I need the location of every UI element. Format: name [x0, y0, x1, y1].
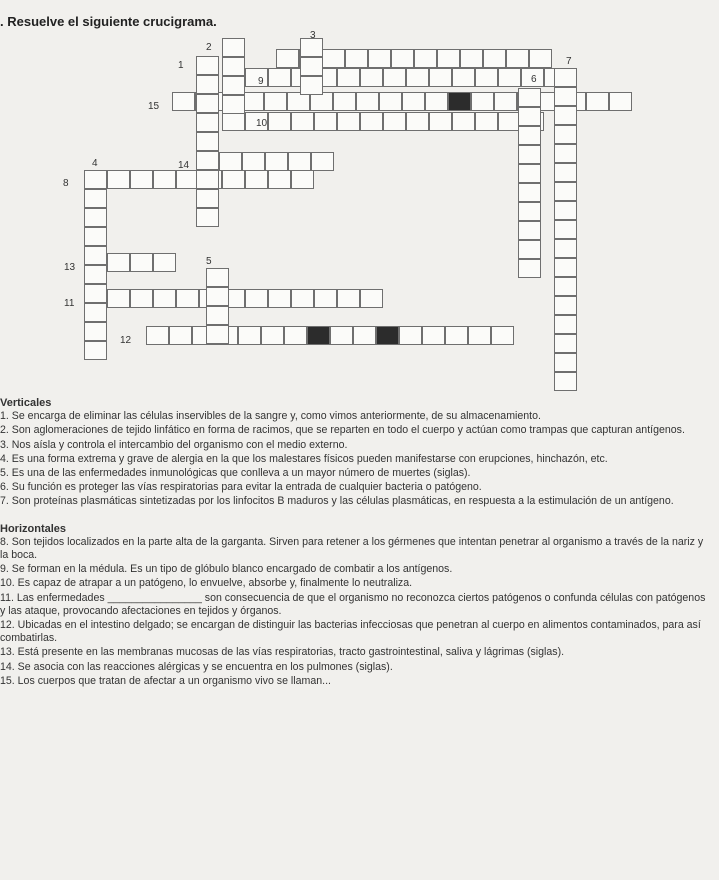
crossword-cell[interactable]: [107, 170, 130, 189]
clue-number: 7: [566, 56, 572, 67]
crossword-cell[interactable]: [518, 221, 541, 240]
clue-item: 3. Nos aísla y controla el intercambio del organismo con el medio externo.: [0, 438, 348, 451]
crossword-cell[interactable]: [322, 49, 345, 68]
crossword-cell[interactable]: [445, 326, 468, 345]
clue-item: 5. Es una de las enfermedades inmunológicas que conlleva a un mayor número de muertes (siglas).: [0, 467, 471, 480]
crossword-cell[interactable]: [353, 326, 376, 345]
crossword-cell[interactable]: [196, 151, 219, 170]
crossword-cell[interactable]: [518, 183, 541, 202]
crossword-cell[interactable]: [494, 92, 517, 111]
crossword-cell[interactable]: [84, 189, 107, 208]
clue-number: 3: [310, 30, 316, 41]
crossword-cell[interactable]: [276, 49, 299, 68]
crossword-cell[interactable]: [261, 326, 284, 345]
crossword-cell[interactable]: [518, 126, 541, 145]
clue-item: 7. Son proteínas plasmáticas sintetizadas por los linfocitos B maduros y las células plasmáticas, en respuesta a la estimulación de un antígeno.: [0, 495, 674, 508]
crossword-cell[interactable]: [130, 289, 153, 308]
clue-number: 9: [258, 76, 264, 87]
crossword-cell[interactable]: [554, 277, 577, 296]
crossword-cell[interactable]: [360, 68, 383, 87]
crossword-cell[interactable]: [554, 106, 577, 125]
crossword-cell[interactable]: [107, 253, 130, 272]
crossword-cell[interactable]: [498, 68, 521, 87]
crossword-cell[interactable]: [360, 112, 383, 131]
crossword-cell[interactable]: [406, 112, 429, 131]
crossword-cell[interactable]: [196, 75, 219, 94]
crossword-cell[interactable]: [196, 208, 219, 227]
crossword-cell[interactable]: [337, 112, 360, 131]
clue-item: 14. Se asocia con las reacciones alérgicas y se encuentra en los pulmones (siglas).: [0, 660, 393, 673]
crossword-cell[interactable]: [554, 315, 577, 334]
crossword-cell[interactable]: [399, 326, 422, 345]
crossword-black-cell: [376, 326, 399, 345]
crossword-cell[interactable]: [368, 49, 391, 68]
crossword-cell[interactable]: [554, 296, 577, 315]
crossword-cell[interactable]: [518, 202, 541, 221]
crossword-cell[interactable]: [153, 170, 176, 189]
crossword-cell[interactable]: [330, 326, 353, 345]
crossword-cell[interactable]: [391, 49, 414, 68]
crossword-cell[interactable]: [130, 170, 153, 189]
clue-number: 13: [64, 262, 76, 273]
crossword-cell[interactable]: [483, 49, 506, 68]
crossword-cell[interactable]: [518, 164, 541, 183]
clue-item: 8. Son tejidos localizados en la parte alta de la garganta. Sirven para retener a los gérmenes que intentan penetrar al organismo a través de la nariz y la boca.: [0, 535, 704, 562]
crossword-cell[interactable]: [219, 152, 242, 171]
crossword-grid: [0, 0, 719, 400]
crossword-cell[interactable]: [554, 144, 577, 163]
crossword-cell[interactable]: [475, 68, 498, 87]
crossword-cell[interactable]: [360, 289, 383, 308]
crossword-cell[interactable]: [300, 57, 323, 76]
crossword-cell[interactable]: [196, 132, 219, 151]
crossword-cell[interactable]: [196, 113, 219, 132]
crossword-cell[interactable]: [284, 326, 307, 345]
crossword-cell[interactable]: [554, 201, 577, 220]
crossword-cell[interactable]: [529, 49, 552, 68]
clue-number: 6: [531, 74, 537, 85]
clue-item: 11. Las enfermedades ________________ son consecuencia de que el organismo no reconozca ciertos patógenos o confunda células con patógenos y las ataque, provocando afectaciones en tejidos y órganos.: [0, 591, 706, 617]
crossword-cell[interactable]: [300, 76, 323, 95]
clue-item: 15. Los cuerpos que tratan de afectar a un organismo vivo se llaman...: [0, 674, 331, 687]
crossword-cell[interactable]: [291, 170, 314, 189]
crossword-cell[interactable]: [222, 95, 245, 114]
crossword-cell[interactable]: [206, 268, 229, 287]
crossword-cell[interactable]: [264, 92, 287, 111]
clue-item: 1. Se encarga de eliminar las células inservibles de la sangre y, como vimos anteriormente, de su almacenamiento.: [0, 410, 541, 423]
crossword-cell[interactable]: [314, 289, 337, 308]
crossword-cell[interactable]: [222, 76, 245, 95]
crossword-black-cell: [307, 326, 330, 345]
crossword-cell[interactable]: [437, 49, 460, 68]
crossword-cell[interactable]: [84, 341, 107, 360]
crossword-cell[interactable]: [609, 92, 632, 111]
horizontales-heading: Horizontales: [0, 522, 67, 535]
crossword-cell[interactable]: [491, 326, 514, 345]
crossword-cell[interactable]: [518, 240, 541, 259]
crossword-cell[interactable]: [245, 289, 268, 308]
crossword-cell[interactable]: [333, 92, 356, 111]
crossword-cell[interactable]: [242, 152, 265, 171]
crossword-cell[interactable]: [196, 170, 219, 189]
crossword-cell[interactable]: [206, 306, 229, 325]
crossword-cell[interactable]: [337, 68, 360, 87]
crossword-cell[interactable]: [268, 289, 291, 308]
crossword-cell[interactable]: [554, 220, 577, 239]
crossword-cell[interactable]: [245, 170, 268, 189]
crossword-cell[interactable]: [206, 287, 229, 306]
horizontales-list: [0, 536, 712, 688]
crossword-cell[interactable]: [172, 92, 195, 111]
crossword-cell[interactable]: [554, 239, 577, 258]
crossword-cell[interactable]: [153, 253, 176, 272]
crossword-cell[interactable]: [176, 289, 199, 308]
crossword-cell[interactable]: [265, 152, 288, 171]
crossword-cell[interactable]: [518, 88, 541, 107]
crossword-cell[interactable]: [84, 265, 107, 284]
crossword-cell[interactable]: [402, 92, 425, 111]
crossword-cell[interactable]: [406, 68, 429, 87]
crossword-cell[interactable]: [425, 92, 448, 111]
crossword-cell[interactable]: [222, 38, 245, 57]
clue-number: 15: [148, 101, 160, 112]
crossword-cell[interactable]: [468, 326, 491, 345]
crossword-cell[interactable]: [452, 112, 475, 131]
clue-number: 11: [64, 298, 75, 309]
clue-item: 10. Es capaz de atrapar a un patógeno, lo envuelve, absorbe y, finalmente lo neutraliza.: [0, 577, 413, 590]
crossword-cell[interactable]: [518, 107, 541, 126]
crossword-cell[interactable]: [414, 49, 437, 68]
crossword-cell[interactable]: [196, 56, 219, 75]
crossword-cell[interactable]: [84, 227, 107, 246]
crossword-cell[interactable]: [153, 289, 176, 308]
crossword-cell[interactable]: [291, 112, 314, 131]
clue-item: 12. Ubicadas en el intestino delgado; se encargan de distinguir las bacterias infecciosas que penetran al cuerpo en alimentos contaminados, para así combatirlas.: [0, 619, 701, 645]
clue-number: 5: [206, 256, 212, 267]
clue-number: 4: [92, 158, 98, 169]
crossword-cell[interactable]: [429, 68, 452, 87]
crossword-cell[interactable]: [460, 49, 483, 68]
crossword-cell[interactable]: [586, 92, 609, 111]
crossword-cell[interactable]: [238, 326, 261, 345]
crossword-cell[interactable]: [554, 372, 577, 391]
crossword-cell[interactable]: [554, 125, 577, 144]
crossword-cell[interactable]: [268, 112, 291, 131]
clue-item: 9. Se forman en la médula. Es un tipo de glóbulo blanco encargado de combatir a los antígenos.: [0, 563, 453, 576]
crossword-cell[interactable]: [84, 284, 107, 303]
clue-number: 10: [256, 118, 268, 129]
crossword-cell[interactable]: [84, 303, 107, 322]
clue-item: 4. Es una forma extrema y grave de alergia en la que los malestares físicos pueden manifestarse con erupciones, hinchazón, etc.: [0, 452, 608, 465]
crossword-cell[interactable]: [518, 145, 541, 164]
verticales-list: [0, 410, 712, 508]
crossword-cell[interactable]: [518, 259, 541, 278]
crossword-cell[interactable]: [206, 325, 229, 344]
crossword-cell[interactable]: [245, 68, 268, 87]
crossword-cell[interactable]: [554, 258, 577, 277]
clue-number: 8: [63, 178, 69, 189]
clue-item: 2. Son aglomeraciones de tejido linfático en forma de racimos, que se reparten en todo el cuerpo y actúan como trampas que capturan antígenos.: [0, 424, 685, 437]
crossword-cell[interactable]: [471, 92, 494, 111]
crossword-cell[interactable]: [130, 253, 153, 272]
crossword-cell[interactable]: [146, 326, 169, 345]
crossword-cell[interactable]: [383, 68, 406, 87]
crossword-cell[interactable]: [84, 322, 107, 341]
crossword-cell[interactable]: [222, 112, 245, 131]
crossword-cell[interactable]: [475, 112, 498, 131]
crossword-cell[interactable]: [554, 68, 577, 87]
clue-item: 13. Está presente en las membranas mucosas de las vías respiratorias, tracto gastrointestinal, saliva y lágrimas (siglas).: [0, 646, 565, 659]
crossword-cell[interactable]: [169, 326, 192, 345]
crossword-cell[interactable]: [554, 163, 577, 182]
crossword-cell[interactable]: [84, 170, 107, 189]
clue-number: 14: [178, 160, 190, 171]
crossword-cell[interactable]: [107, 289, 130, 308]
clues-section: [0, 397, 712, 689]
crossword-cell[interactable]: [345, 49, 368, 68]
crossword-cell[interactable]: [356, 92, 379, 111]
crossword-cell[interactable]: [196, 189, 219, 208]
clue-item: 6. Su función es proteger las vías respiratorias para evitar la entrada de cualquier bacteria o patógeno.: [0, 481, 482, 494]
crossword-cell[interactable]: [422, 326, 445, 345]
crossword-cell[interactable]: [311, 152, 334, 171]
crossword-cell[interactable]: [554, 87, 577, 106]
clue-number: 12: [120, 335, 132, 346]
crossword-cell[interactable]: [314, 112, 337, 131]
crossword-cell[interactable]: [196, 94, 219, 113]
crossword-cell[interactable]: [383, 112, 406, 131]
crossword-cell[interactable]: [268, 170, 291, 189]
crossword-cell[interactable]: [379, 92, 402, 111]
crossword-cell[interactable]: [288, 152, 311, 171]
crossword-cell[interactable]: [554, 182, 577, 201]
exercise-title: . Resuelve el siguiente crucigrama.: [0, 14, 217, 29]
crossword-cell[interactable]: [429, 112, 452, 131]
crossword-cell[interactable]: [84, 208, 107, 227]
crossword-cell[interactable]: [222, 57, 245, 76]
crossword-cell[interactable]: [291, 289, 314, 308]
crossword-cell[interactable]: [268, 68, 291, 87]
crossword-cell[interactable]: [84, 246, 107, 265]
crossword-cell[interactable]: [222, 170, 245, 189]
crossword-cell[interactable]: [554, 353, 577, 372]
crossword-cell[interactable]: [337, 289, 360, 308]
clue-number: 2: [206, 42, 212, 53]
crossword-cell[interactable]: [506, 49, 529, 68]
crossword-cell[interactable]: [452, 68, 475, 87]
clue-number: 1: [178, 60, 184, 71]
crossword-black-cell: [448, 92, 471, 111]
verticales-heading: Verticales: [0, 397, 52, 409]
crossword-cell[interactable]: [554, 334, 577, 353]
